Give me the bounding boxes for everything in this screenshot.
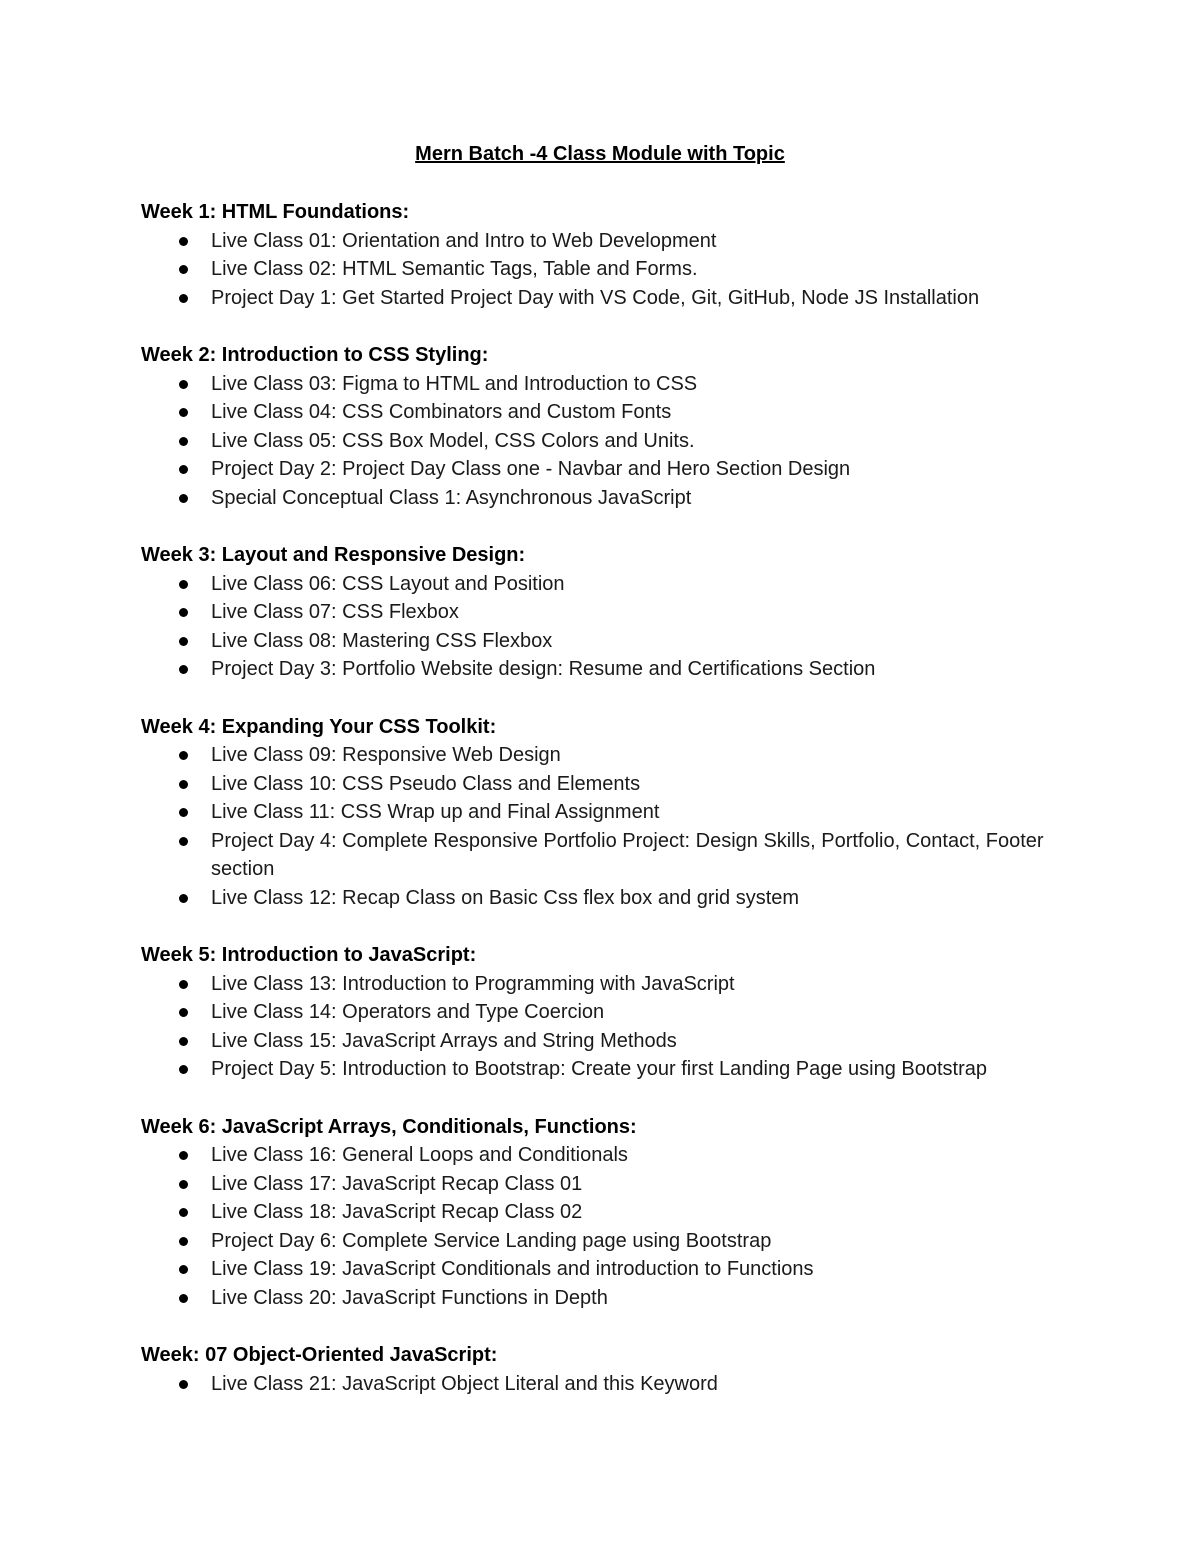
list-item	[141, 598, 1081, 627]
topic-text: Live Class 21: JavaScript Object Literal and this Keyword	[211, 1372, 718, 1395]
list-item	[141, 998, 1081, 1027]
list-item	[141, 827, 1081, 884]
week-section	[141, 198, 1081, 312]
list-item	[141, 1227, 1081, 1256]
topic-list	[141, 570, 1081, 684]
bullet-icon	[179, 665, 188, 674]
week-heading: Week 6: JavaScript Arrays, Conditionals, Functions:	[141, 1115, 637, 1138]
week-section	[141, 541, 1081, 684]
bullet-icon	[179, 637, 188, 646]
list-item	[141, 1055, 1081, 1084]
list-item	[141, 627, 1081, 656]
list-item	[141, 284, 1081, 313]
module-content	[141, 198, 1081, 1427]
topic-text: Live Class 05: CSS Box Model, CSS Colors and Units.	[211, 429, 695, 452]
bullet-icon	[179, 465, 188, 474]
topic-text: Live Class 17: JavaScript Recap Class 01	[211, 1172, 583, 1195]
bullet-icon	[179, 294, 188, 303]
list-item	[141, 398, 1081, 427]
topic-list	[141, 1141, 1081, 1312]
week-section	[141, 1113, 1081, 1313]
topic-text: Project Day 6: Complete Service Landing page using Bootstrap	[211, 1229, 772, 1252]
bullet-icon	[179, 1008, 188, 1017]
week-heading: Week: 07 Object-Oriented JavaScript:	[141, 1344, 498, 1366]
topic-text: Live Class 08: Mastering CSS Flexbox	[211, 629, 553, 652]
list-item	[141, 655, 1081, 684]
list-item	[141, 970, 1081, 999]
topic-text: Live Class 19: JavaScript Conditionals and introduction to Functions	[211, 1258, 814, 1280]
bullet-icon	[179, 1380, 188, 1389]
topic-text: Live Class 09: Responsive Web Design	[211, 744, 561, 766]
topic-text: Live Class 03: Figma to HTML and Introduction to CSS	[211, 372, 698, 395]
bullet-icon	[179, 1065, 188, 1074]
topic-text: Live Class 04: CSS Combinators and Custom Fonts	[211, 401, 672, 423]
week-heading: Week 4: Expanding Your CSS Toolkit:	[141, 715, 497, 738]
bullet-icon	[179, 237, 188, 246]
bullet-icon	[179, 494, 188, 503]
week-section	[141, 713, 1081, 913]
list-item	[141, 1284, 1081, 1313]
document-title: Mern Batch -4 Class Module with Topic	[415, 143, 785, 165]
list-item	[141, 741, 1081, 770]
topic-text: Live Class 13: Introduction to Programming with JavaScript	[211, 972, 735, 995]
list-item	[141, 427, 1081, 456]
week-heading: Week 3: Layout and Responsive Design:	[141, 544, 526, 566]
bullet-icon	[179, 380, 188, 389]
bullet-icon	[179, 408, 188, 417]
list-item	[141, 227, 1081, 256]
list-item	[141, 770, 1081, 799]
topic-text: Live Class 18: JavaScript Recap Class 02	[211, 1201, 583, 1223]
bullet-icon	[179, 1180, 188, 1189]
topic-text: Live Class 16: General Loops and Conditionals	[211, 1144, 628, 1166]
topic-text: Live Class 02: HTML Semantic Tags, Table and Forms.	[211, 258, 698, 280]
topic-text: Project Day 4: Complete Responsive Portfolio Project: Design Skills, Portfolio, Contact, Footer section	[211, 829, 1044, 880]
topic-text: Live Class 15: JavaScript Arrays and String Methods	[211, 1029, 677, 1052]
bullet-icon	[179, 1208, 188, 1217]
week-heading: Week 1: HTML Foundations:	[141, 201, 410, 223]
bullet-icon	[179, 265, 188, 274]
week-section	[141, 1341, 1081, 1398]
week-heading: Week 5: Introduction to JavaScript:	[141, 944, 477, 966]
list-item	[141, 484, 1081, 513]
topic-text: Live Class 11: CSS Wrap up and Final Assignment	[211, 801, 660, 823]
topic-text: Live Class 10: CSS Pseudo Class and Elements	[211, 772, 641, 795]
topic-list	[141, 970, 1081, 1084]
bullet-icon	[179, 780, 188, 789]
bullet-icon	[179, 808, 188, 817]
topic-list	[141, 227, 1081, 313]
bullet-icon	[179, 608, 188, 617]
topic-text: Live Class 20: JavaScript Functions in Depth	[211, 1286, 608, 1309]
topic-list	[141, 1370, 1081, 1399]
topic-list	[141, 741, 1081, 912]
week-heading: Week 2: Introduction to CSS Styling:	[141, 344, 489, 366]
bullet-icon	[179, 437, 188, 446]
bullet-icon	[179, 980, 188, 989]
bullet-icon	[179, 1151, 188, 1160]
topic-text: Live Class 14: Operators and Type Coercion	[211, 1001, 605, 1023]
list-item	[141, 570, 1081, 599]
bullet-icon	[179, 1037, 188, 1046]
bullet-icon	[179, 751, 188, 760]
topic-text: Project Day 1: Get Started Project Day with VS Code, Git, GitHub, Node JS Installation	[211, 286, 980, 309]
list-item	[141, 1170, 1081, 1199]
topic-text: Project Day 2: Project Day Class one - Navbar and Hero Section Design	[211, 458, 851, 480]
topic-text: Live Class 01: Orientation and Intro to Web Development	[211, 229, 717, 252]
bullet-icon	[179, 1294, 188, 1303]
topic-text: Live Class 07: CSS Flexbox	[211, 601, 459, 623]
week-section	[141, 341, 1081, 512]
topic-list	[141, 370, 1081, 513]
bullet-icon	[179, 894, 188, 903]
topic-text: Special Conceptual Class 1: Asynchronous JavaScript	[211, 486, 692, 509]
bullet-icon	[179, 1265, 188, 1274]
list-item	[141, 1255, 1081, 1284]
list-item	[141, 1027, 1081, 1056]
list-item	[141, 884, 1081, 913]
bullet-icon	[179, 837, 188, 846]
list-item	[141, 370, 1081, 399]
topic-text: Project Day 5: Introduction to Bootstrap: Create your first Landing Page using Bootstrap	[211, 1058, 987, 1080]
bullet-icon	[179, 580, 188, 589]
topic-text: Live Class 06: CSS Layout and Position	[211, 572, 565, 595]
list-item	[141, 798, 1081, 827]
list-item	[141, 1198, 1081, 1227]
bullet-icon	[179, 1237, 188, 1246]
topic-text: Live Class 12: Recap Class on Basic Css flex box and grid system	[211, 886, 800, 909]
list-item	[141, 1141, 1081, 1170]
topic-text: Project Day 3: Portfolio Website design: Resume and Certifications Section	[211, 658, 876, 680]
list-item	[141, 255, 1081, 284]
week-section	[141, 941, 1081, 1084]
list-item	[141, 455, 1081, 484]
list-item	[141, 1370, 1081, 1399]
